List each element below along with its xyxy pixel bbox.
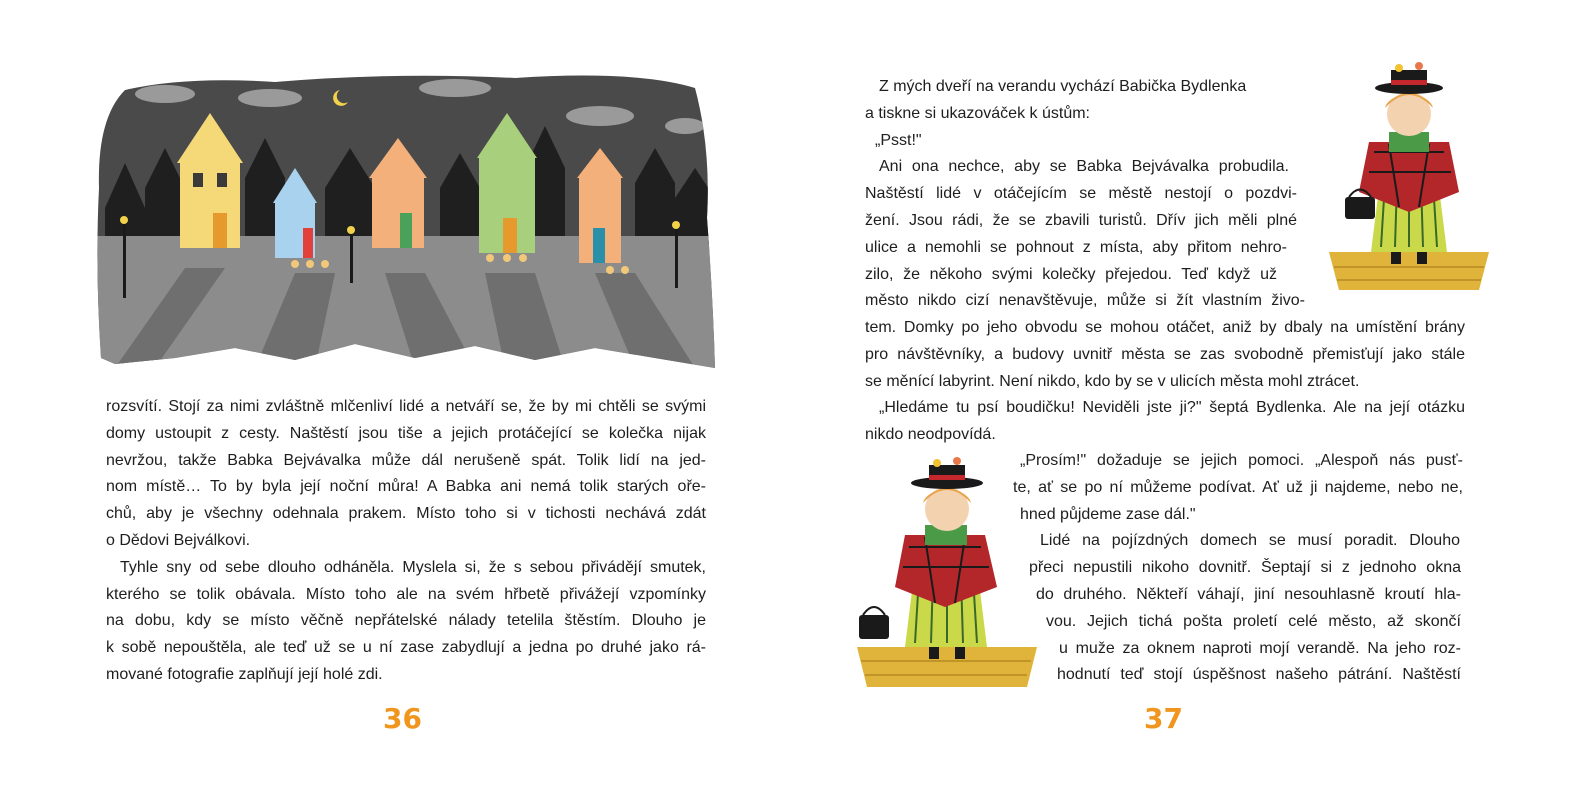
text-line: „Prosím!" dožaduje se jejich pomoci. „Alespoň nás pusť- [1020, 452, 1463, 469]
text-line: Z mých dveří na verandu vychází Babička Bydlenka [879, 78, 1247, 95]
text-line: tem. Domky po jeho obvodu se mohou otáčet, aniž by dbaly na umístění brány [865, 319, 1465, 336]
text-line: k sobě nepouštěla, ale teď už se u ní zase zabydlují a jedna po druhé jako rá- [106, 639, 706, 657]
text-line: „Psst!" [875, 131, 922, 149]
text-line: domy ustoupit z cesty. Naštěstí jsou tiše a jejich protáčející se kolečka nijak [106, 424, 706, 442]
text-line: kterého se tolik obávala. Místo toho ale na svém hřbetě přivážejí vzpomínky [106, 585, 706, 603]
text-line: město nikdo cizí nenavštěvuje, může si žít vlastním živo- [865, 292, 1305, 310]
right-page-wrap-text [1013, 448, 1465, 689]
granny-bydlenka-illustration [1319, 62, 1499, 294]
right-page-full-text [865, 315, 1465, 449]
night-town-illustration [95, 68, 715, 378]
text-line: „Hledáme tu psí boudičku! Neviděli jste ji?" šeptá Bydlenka. Ale na její otázku [879, 399, 1465, 417]
text-line: ulice a nemohli se pohnout z místa, aby přitom nehro- [865, 238, 1287, 256]
text-line: mované fotografie zaplňují její holé zdi. [106, 665, 383, 683]
text-line: zilo, že někoho svými kolečky přejedou. Teď když už [865, 265, 1277, 283]
text-line: do druhého. Někteří váhají, jiní nesouhlasně kroutí hla- [1036, 585, 1461, 603]
text-line: u muže za oknem naproti mojí verandě. Na jeho roz- [1059, 639, 1461, 657]
text-line: žení. Jsou rádi, že se zbavili turistů. Dřív jich měli plné [865, 211, 1297, 229]
text-line: Ani ona nechce, aby se Babka Bejvávalka probudila. [879, 158, 1289, 176]
text-line: nevržou, takže Babka Bejvávalka může dál nerušeně spát. Tolik lidí na jed- [106, 451, 706, 469]
text-line: přeci nepustili nikoho dovnitř. Šeptají si z jednoho okna [1029, 559, 1461, 577]
text-line: se měnící labyrint. Není nikdo, kdo by se v ulicích města mohl ztrácet. [865, 372, 1360, 390]
right-page-top-text [865, 74, 1315, 315]
right-page [793, 0, 1586, 800]
text-line: hodnutí teď stojí úspěšnost našeho pátrání. Naštěstí [1057, 666, 1461, 684]
text-line: hned půjdeme zase dál." [1020, 505, 1196, 523]
text-line: na dobu, kdy se místo věčně nepřátelské nálady tetelila štěstím. Dlouho je [106, 612, 706, 630]
text-line: vou. Jejich tichá pošta proletí celé město, až skončí [1046, 612, 1461, 630]
text-line: chů, aby je všechny odehnala prakem. Místo toho si v tichosti nechává zdát [106, 505, 706, 523]
text-line: o Dědovi Bejválkovi. [106, 531, 251, 549]
text-line: rozsvítí. Stojí za nimi zvláštně mlčenliví lidé a netváří se, že by mi chtěli se svými [106, 398, 706, 415]
text-line: te, ať se po ní můžeme podívat. Ať už ji najdeme, nebo ne, [1013, 478, 1463, 496]
text-line: Naštěstí lidé v otáčejícím se městě nestojí o pozdvi- [865, 185, 1297, 203]
page-number: 36 [383, 702, 422, 735]
text-line: Lidé na pojízdných domech se musí poradit. Dlouho [1040, 532, 1460, 550]
text-line: nom místě… To by byla její noční můra! A Babka ani nemá tolik starých oře- [106, 478, 706, 496]
left-page-text [106, 394, 706, 689]
page-number: 37 [1144, 702, 1183, 735]
text-line: a tiskne si ukazováček k ústům: [865, 104, 1090, 122]
text-line: Tyhle sny od sebe dlouho odháněla. Myslela si, že s sebou přivádějí smutek, [120, 558, 706, 576]
text-line: pro návštěvníky, a budovy uvnitř města se zas svobodně přemisťují jako stále [865, 345, 1465, 363]
text-line: nikdo neodpovídá. [865, 426, 996, 444]
